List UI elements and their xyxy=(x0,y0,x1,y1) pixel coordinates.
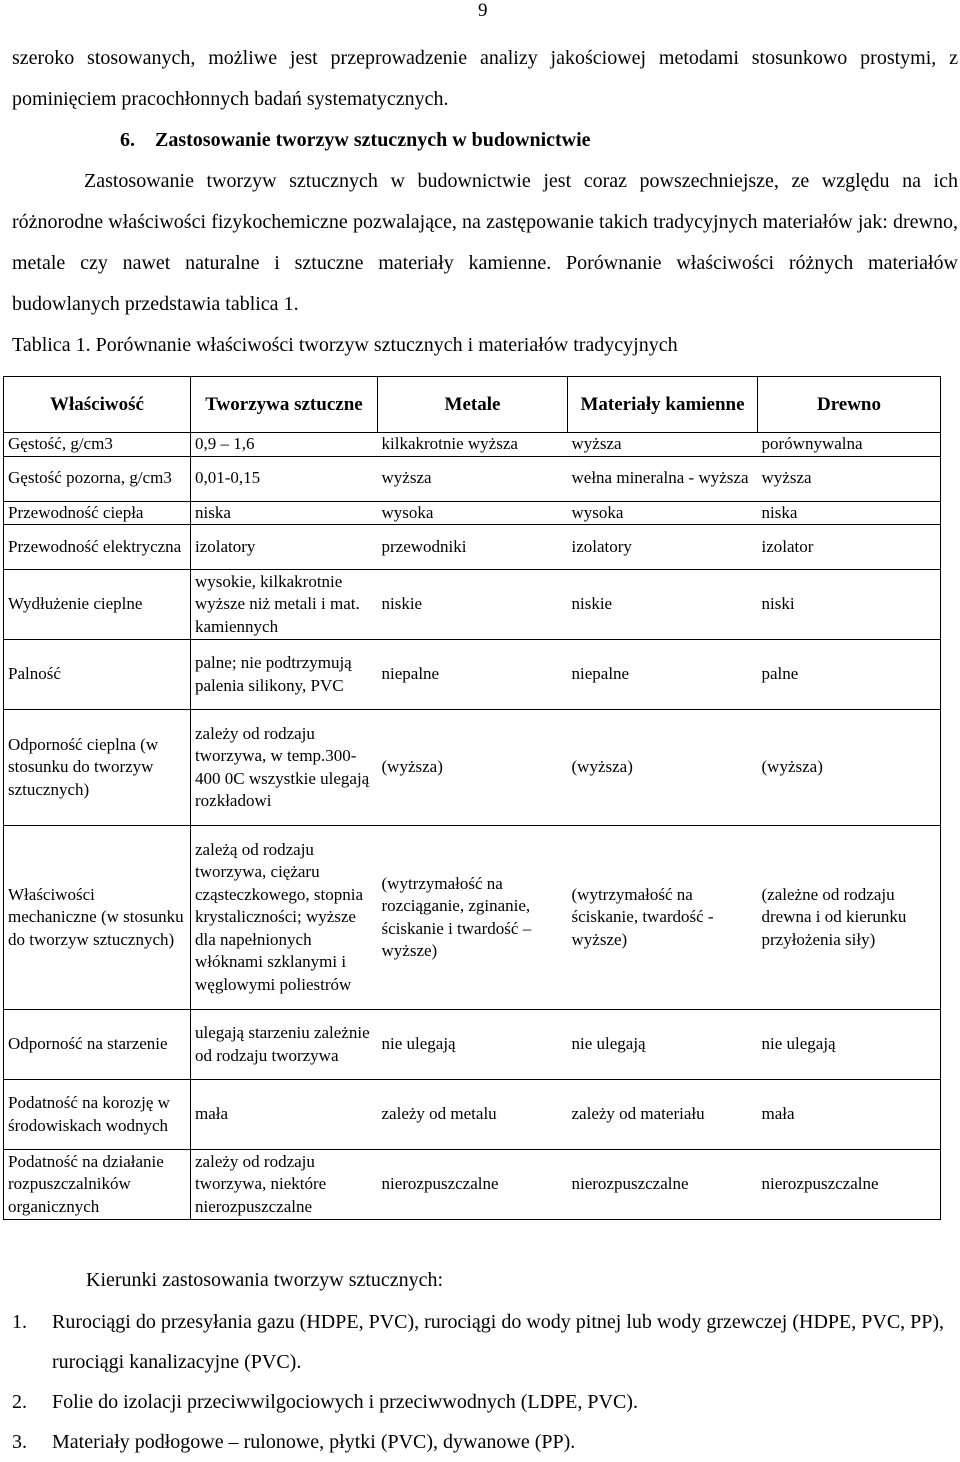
header-stone: Materiały kamienne xyxy=(568,377,758,433)
table-cell: wysoka xyxy=(378,501,568,525)
table-cell: Właściwości mechaniczne (w stosunku do tworzyw sztucznych) xyxy=(4,826,191,1010)
table-row xyxy=(4,1010,941,1080)
table-cell: Wydłużenie cieplne xyxy=(4,570,191,640)
intro-text xyxy=(12,38,958,366)
table-cell: mała xyxy=(191,1080,378,1150)
table-cell: zależy od materiału xyxy=(568,1080,758,1150)
list-text: Materiały podłogowe – rulonowe, płytki (PVC), dywanowe (PP). xyxy=(52,1431,576,1453)
header-plastics: Tworzywa sztuczne xyxy=(191,377,378,433)
table-row xyxy=(4,1150,941,1220)
list-number: 3. xyxy=(12,1431,27,1453)
table-cell: wyższa xyxy=(568,433,758,457)
list-item xyxy=(12,1422,958,1462)
table-cell: izolatory xyxy=(568,525,758,570)
table-cell: Gęstość pozorna, g/cm3 xyxy=(4,456,191,501)
list-item xyxy=(12,1382,958,1422)
table-cell: Odporność cieplna (w stosunku do tworzyw sztucznych) xyxy=(4,710,191,826)
table-cell: (wytrzymałość na ściskanie, twardość - wyższe) xyxy=(568,826,758,1010)
section-title: Zastosowanie tworzyw sztucznych w budownictwie xyxy=(155,129,591,151)
table-header-row xyxy=(4,377,941,433)
applications-list xyxy=(12,1302,958,1462)
outro-text xyxy=(12,1262,958,1462)
table-cell: Podatność na korozję w środowiskach wodnych xyxy=(4,1080,191,1150)
table-cell: zależy od metalu xyxy=(378,1080,568,1150)
table-cell: Przewodność elektryczna xyxy=(4,525,191,570)
table-cell: palne; nie podtrzymują palenia silikony, PVC xyxy=(191,640,378,710)
table-cell: niepalne xyxy=(378,640,568,710)
table-caption: Tablica 1. Porównanie właściwości tworzyw sztucznych i materiałów tradycyjnych xyxy=(12,334,678,356)
header-metals: Metale xyxy=(378,377,568,433)
table-cell: niskie xyxy=(568,570,758,640)
table-cell: nie ulegają xyxy=(758,1010,941,1080)
table-cell: niska xyxy=(758,501,941,525)
section-heading xyxy=(12,120,958,161)
table-cell: (wyższa) xyxy=(568,710,758,826)
table-row xyxy=(4,525,941,570)
intro-continuation: szeroko stosowanych, możliwe jest przeprowadzenie analizy jakościowej metodami stosunkowo prostymi, z pominięciem pracochłonnych badań systematycznych. xyxy=(12,47,958,110)
header-property: Właściwość xyxy=(4,377,191,433)
table-cell: zależy od rodzaju tworzywa, w temp.300-400 0C wszystkie ulegają rozkładowi xyxy=(191,710,378,826)
table-cell: nierozpuszczalne xyxy=(758,1150,941,1220)
table-cell: wysokie, kilkakrotnie wyższe niż metali i mat. kamiennych xyxy=(191,570,378,640)
table-cell: mała xyxy=(758,1080,941,1150)
table-cell: Podatność na działanie rozpuszczalników organicznych xyxy=(4,1150,191,1220)
table-cell: kilkakrotnie wyższa xyxy=(378,433,568,457)
table-row xyxy=(4,710,941,826)
table-cell: izolator xyxy=(758,525,941,570)
properties-table xyxy=(3,376,941,1220)
table-cell: nie ulegają xyxy=(378,1010,568,1080)
table-cell: (wyższa) xyxy=(378,710,568,826)
table-cell: wysoka xyxy=(568,501,758,525)
table-cell: porównywalna xyxy=(758,433,941,457)
table-cell: Odporność na starzenie xyxy=(4,1010,191,1080)
table-cell: (zależne od rodzaju drewna i od kierunku przyłożenia siły) xyxy=(758,826,941,1010)
table-cell: niski xyxy=(758,570,941,640)
table-row xyxy=(4,826,941,1010)
table-cell: palne xyxy=(758,640,941,710)
table-cell: izolatory xyxy=(191,525,378,570)
intro-paragraph: Zastosowanie tworzyw sztucznych w budownictwie jest coraz powszechniejsze, ze względu na ich różnorodne właściwości fizykochemiczne pozwalające, na zastępowanie takich tradycyjnych materiałów jak: drewno, metale czy nawet naturalne i sztuczne materiały kamienne. Porównanie właściwości różnych materiałów budowlanych przedstawia tablica 1. xyxy=(12,170,958,315)
table-cell: Palność xyxy=(4,640,191,710)
table-row xyxy=(4,456,941,501)
table-cell: (wyższa) xyxy=(758,710,941,826)
table-row xyxy=(4,1080,941,1150)
table-row xyxy=(4,640,941,710)
header-wood: Drewno xyxy=(758,377,941,433)
table-cell: Przewodność ciepła xyxy=(4,501,191,525)
applications-lead: Kierunki zastosowania tworzyw sztucznych: xyxy=(86,1269,444,1291)
list-number: 2. xyxy=(12,1391,27,1413)
table-row xyxy=(4,570,941,640)
table-cell: wełna mineralna - wyższa xyxy=(568,456,758,501)
table-cell: zależy od rodzaju tworzywa, niektóre nierozpuszczalne xyxy=(191,1150,378,1220)
table-cell: wyższa xyxy=(378,456,568,501)
table-cell: 0,9 – 1,6 xyxy=(191,433,378,457)
section-number: 6. xyxy=(120,129,135,151)
table-cell: nierozpuszczalne xyxy=(378,1150,568,1220)
table-row xyxy=(4,501,941,525)
page-number: 9 xyxy=(478,0,488,21)
table-cell: zależą od rodzaju tworzywa, ciężaru cząsteczkowego, stopnia krystaliczności; wyższe dla napełnionych włóknami szklanymi i węglowymi poliestrów xyxy=(191,826,378,1010)
table-cell: niska xyxy=(191,501,378,525)
table-cell: wyższa xyxy=(758,456,941,501)
list-text: Rurociągi do przesyłania gazu (HDPE, PVC), rurociągi do wody pitnej lub wody grzewczej (HDPE, PVC, PP), rurociągi kanalizacyjne (PVC). xyxy=(52,1311,945,1373)
table-row xyxy=(4,433,941,457)
table-cell: niskie xyxy=(378,570,568,640)
table-cell: nie ulegają xyxy=(568,1010,758,1080)
list-text: Folie do izolacji przeciwwilgociowych i przeciwwodnych (LDPE, PVC). xyxy=(52,1391,638,1413)
table-cell: (wytrzymałość na rozciąganie, zginanie, ściskanie i twardość – wyższe) xyxy=(378,826,568,1010)
list-item xyxy=(12,1302,958,1382)
table-cell: niepalne xyxy=(568,640,758,710)
table-cell: nierozpuszczalne xyxy=(568,1150,758,1220)
list-number: 1. xyxy=(12,1311,27,1333)
table-cell: przewodniki xyxy=(378,525,568,570)
table-cell: 0,01-0,15 xyxy=(191,456,378,501)
table-cell: Gęstość, g/cm3 xyxy=(4,433,191,457)
table-cell: ulegają starzeniu zależnie od rodzaju tworzywa xyxy=(191,1010,378,1080)
